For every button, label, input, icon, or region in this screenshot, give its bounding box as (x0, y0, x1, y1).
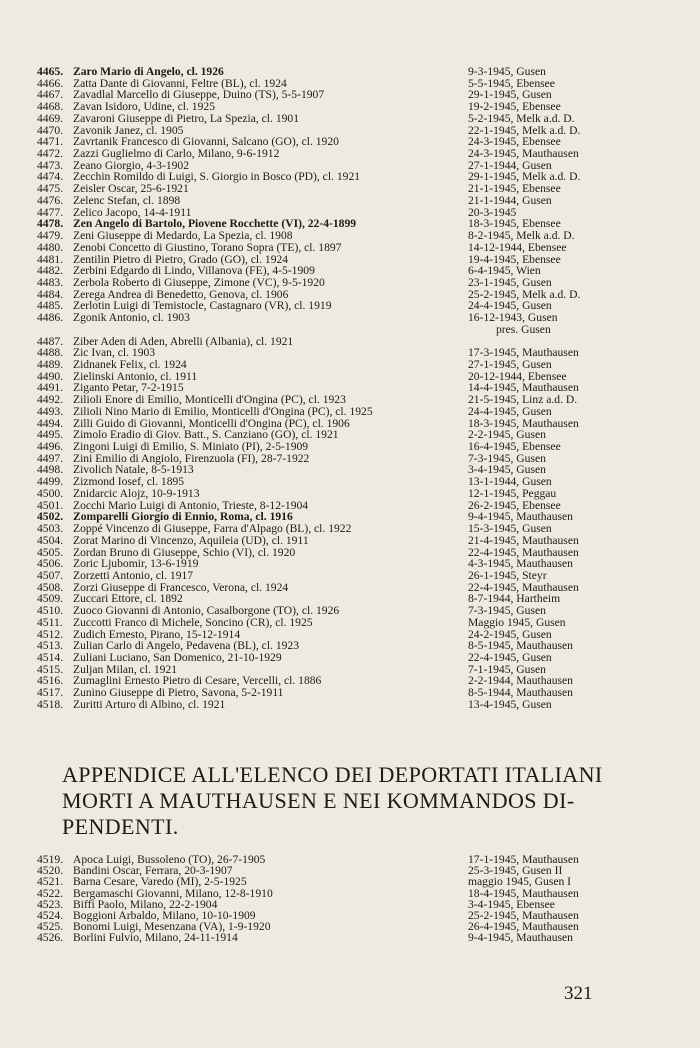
entry-death-date-place: 14-4-1945, Mauthausen (468, 381, 579, 395)
entry-death-date-place: 20-3-1945 (468, 205, 517, 219)
appendix-title-line: APPENDICE ALL'ELENCO DEI DEPORTATI ITALIANI (62, 762, 603, 787)
entry-death-date-place: 22-4-1945, Gusen (468, 651, 552, 664)
appendix-title (62, 762, 672, 840)
entry-death-date-place: 26-2-1945, Ebensee (468, 498, 561, 512)
entry-death-date-place: 22-1-1945, Melk a.d. D. (468, 123, 581, 137)
entry-name: Zordan Bruno di Giuseppe, Schio (VI), cl. 1920 (73, 545, 296, 559)
entry-name: Zavaroni Giuseppe di Pietro, La Spezia, cl. 1901 (73, 111, 300, 125)
entry-death-date-place: 29-1-1945, Gusen (468, 88, 552, 102)
entry-number: 4523. (37, 897, 64, 911)
entry-number: 4511. (37, 615, 63, 629)
entry-death-date-place: 13-1-1944, Gusen (468, 475, 552, 489)
entry-death-date-place: 19-4-1945, Ebensee (468, 252, 561, 266)
entry-number: 4475. (37, 182, 64, 196)
entry-name: Bergamaschi Giovanni, Milano, 12-8-1910 (73, 886, 273, 900)
entry-name: Zeisler Oscar, 25-6-1921 (73, 182, 189, 196)
entry-name: Zatta Dante di Giovanni, Feltre (BL), cl. 1924 (73, 76, 287, 90)
entry-name: Zulian Carlo di Angelo, Pedavena (BL), cl. 1923 (73, 639, 300, 653)
entry-number: 4517. (37, 686, 64, 700)
entry-name: Zidnanek Felix, cl. 1924 (73, 358, 187, 371)
entry-name: Barna Cesare, Varedo (MI), 2-5-1925 (73, 875, 247, 889)
entry-number: 4493. (37, 404, 64, 418)
entry-number: 4489. (37, 358, 64, 371)
entry-number: 4476. (37, 193, 64, 207)
entry-death-date-place: 21-1-1945, Ebensee (468, 182, 561, 196)
entry-death-date-place: 4-3-1945, Mauthausen (468, 557, 573, 571)
entry-death-date-place: 9-4-1945, Mauthausen (468, 510, 573, 524)
entry-number: 4467. (37, 88, 64, 102)
entry-name: Zic Ivan, cl. 1903 (73, 346, 156, 360)
list-entry (0, 698, 700, 711)
entry-number: 4495. (37, 428, 64, 442)
entry-number: 4503. (37, 522, 64, 536)
page-number: 321 (564, 983, 593, 1004)
appendix-title-line: MORTI A MAUTHAUSEN E NEI KOMMANDOS DI- (62, 788, 575, 813)
entry-death-date-place: 7-1-1945, Gusen (468, 662, 546, 676)
entry-number: 4501. (37, 498, 64, 512)
entry-death-date-place: 26-1-1945, Steyr (468, 568, 547, 582)
entry-name: Zerbini Edgardo di Lindo, Villanova (FE), 4-5-1909 (73, 264, 315, 278)
entry-death-date-place: 8-7-1944, Hartheim (468, 592, 561, 606)
entry-number: 4521. (37, 875, 64, 889)
entry-name: Boggioni Arbaldo, Milano, 10-10-1909 (73, 909, 256, 922)
entry-death-date-place: 27-1-1944, Gusen (468, 158, 552, 172)
entry-death-date-place: 3-4-1945, Ebensee (468, 897, 555, 911)
entry-death-date-place: Maggio 1945, Gusen (468, 615, 566, 629)
entry-death-date-place: 9-3-1945, Gusen (468, 65, 546, 78)
entry-death-date-place: 12-1-1945, Peggau (468, 486, 557, 500)
entry-name: Zomparelli Giorgio di Ennio, Roma, cl. 1916 (73, 510, 293, 524)
entry-number: 4522. (37, 886, 64, 900)
entry-name: Znidarcic Alojz, 10-9-1913 (73, 486, 200, 500)
entry-death-date-place: pres. Gusen (496, 322, 551, 336)
entry-death-date-place: 7-3-1945, Gusen (468, 451, 546, 465)
entry-death-date-place: 16-4-1945, Ebensee (468, 440, 561, 454)
entry-death-date-place: 24-4-1945, Gusen (468, 404, 552, 418)
entry-death-date-place: 21-1-1944, Gusen (468, 193, 552, 207)
entry-number: 4480. (37, 240, 64, 254)
entry-death-date-place: 18-3-1945, Ebensee (468, 217, 561, 231)
entry-number: 4473. (37, 158, 64, 172)
entry-name: Zorat Marino di Vincenzo, Aquileia (UD), cl. 1911 (73, 533, 309, 547)
entry-death-date-place: 29-1-1945, Melk a.d. D. (468, 170, 581, 184)
entry-number: 4474. (37, 170, 64, 184)
entry-number: 4509. (37, 592, 64, 606)
entry-number: 4483. (37, 275, 64, 289)
entry-death-date-place: 25-3-1945, Gusen II (468, 864, 563, 878)
entry-number: 4484. (37, 287, 64, 301)
entry-name: Biffi Paolo, Milano, 22-2-1904 (73, 897, 218, 911)
entry-death-date-place: 22-4-1945, Mauthausen (468, 580, 579, 594)
entry-name: Bonomi Luigi, Mesenzana (VA), 1-9-1920 (73, 920, 271, 934)
entry-number: 4504. (37, 533, 64, 547)
entry-number: 4524. (37, 909, 64, 922)
entry-name: Zazzi Guglielmo di Carlo, Milano, 9-6-1912 (73, 147, 280, 161)
appendix-title-line: PENDENTI. (62, 814, 179, 839)
entry-death-date-place: 8-5-1945, Mauthausen (468, 639, 573, 653)
entry-name: Zelico Jacopo, 14-4-1911 (73, 205, 192, 219)
entry-number: 4477. (37, 205, 64, 219)
entry-death-date-place: 18-3-1945, Mauthausen (468, 416, 579, 430)
entry-death-date-place: 27-1-1945, Gusen (468, 358, 552, 371)
entry-number: 4516. (37, 674, 64, 688)
entry-name: Zuritti Arturo di Albino, cl. 1921 (73, 697, 226, 711)
entry-name: Zelenc Stefan, cl. 1898 (73, 193, 181, 207)
entry-name: Zilli Guido di Giovanni, Monticelli d'Ongina (PC), cl. 1906 (73, 416, 350, 430)
entry-number: 4508. (37, 580, 64, 594)
entry-number: 4466. (37, 76, 64, 90)
entry-number: 4525. (37, 920, 64, 934)
entry-number: 4507. (37, 568, 64, 582)
entry-number: 4487. (37, 334, 64, 348)
entry-death-date-place: 13-4-1945, Gusen (468, 697, 552, 711)
list-entry (0, 931, 700, 944)
entry-death-date-place: 26-4-1945, Mauthausen (468, 920, 579, 934)
entry-name: Zeano Giorgio, 4-3-1902 (73, 158, 190, 172)
entry-number: 4526. (37, 931, 64, 945)
entry-death-date-place: 23-1-1945, Gusen (468, 275, 552, 289)
entry-death-date-place: 19-2-1945, Ebensee (468, 100, 561, 114)
entry-death-date-place: 17-3-1945, Mauthausen (468, 346, 579, 360)
entry-death-date-place: 5-5-1945, Ebensee (468, 76, 555, 90)
entry-number: 4494. (37, 416, 64, 430)
entry-death-date-place: 24-3-1945, Ebensee (468, 135, 561, 149)
entry-name: Zilioli Nino Mario di Emilio, Monticelli d'Ongina (PC), cl. 1925 (73, 404, 373, 418)
entry-number: 4491. (37, 381, 64, 395)
entry-number: 4500. (37, 486, 64, 500)
entry-name: Ziganto Petar, 7-2-1915 (73, 381, 184, 395)
entry-name: Zuljan Milan, cl. 1921 (73, 662, 178, 676)
entry-number: 4490. (37, 369, 64, 383)
entry-name: Zini Emilio di Angiolo, Firenzuola (FI), 28-7-1922 (73, 451, 310, 465)
entry-name: Zenobi Concetto di Giustino, Torano Sopra (TE), cl. 1897 (73, 240, 342, 254)
entry-death-date-place: 3-4-1945, Gusen (468, 463, 546, 477)
entry-death-date-place: 22-4-1945, Mauthausen (468, 545, 579, 559)
entry-number: 4505. (37, 545, 64, 559)
entry-name: Zecchin Romildo di Luigi, S. Giorgio in Bosco (PD), cl. 1921 (73, 170, 361, 184)
entry-number: 4488. (37, 346, 64, 360)
entry-name: Zavadlal Marcello di Giuseppe, Duino (TS), 5-5-1907 (73, 88, 325, 102)
entry-death-date-place: 25-2-1945, Melk a.d. D. (468, 287, 581, 301)
entry-name: Zilioli Enore di Emilio, Monticelli d'Ongina (PC), cl. 1923 (73, 393, 346, 407)
entry-number: 4470. (37, 123, 64, 137)
entry-name: Zimolo Eradio di Giov. Batt., S. Canziano (GO), cl. 1921 (73, 428, 339, 442)
entry-number: 4481. (37, 252, 64, 266)
entry-name: Zingoni Luigi di Emilio, S. Miniato (PI), 2-5-1909 (73, 440, 309, 454)
entry-name: Borlini Fulvio, Milano, 24-11-1914 (73, 931, 238, 945)
entry-death-date-place: 5-2-1945, Melk a.d. D. (468, 111, 575, 125)
entry-name: Zavan Isidoro, Udine, cl. 1925 (73, 100, 215, 114)
entry-death-date-place: 2-2-1944, Mauthausen (468, 674, 573, 688)
entry-name: Zocchi Mario Luigi di Antonio, Trieste, 8-12-1904 (73, 498, 309, 512)
entry-number: 4497. (37, 451, 64, 465)
entry-death-date-place: 18-4-1945, Mauthausen (468, 886, 579, 900)
entry-name: Zumaglini Ernesto Pietro di Cesare, Vercelli, cl. 1886 (73, 674, 322, 688)
entry-death-date-place: 24-3-1945, Mauthausen (468, 147, 579, 161)
entry-death-date-place: 7-3-1945, Gusen (468, 604, 546, 618)
entry-name: Zavonik Janez, cl. 1905 (73, 123, 184, 137)
entry-number: 4502. (37, 510, 64, 524)
entry-name: Zoppé Vincenzo di Giuseppe, Farra d'Alpago (BL), cl. 1922 (73, 522, 352, 536)
entry-name: Zorzetti Antonio, cl. 1917 (73, 568, 194, 582)
entry-number: 4513. (37, 639, 64, 653)
entry-name: Zoric Ljubomir, 13-6-1919 (73, 557, 199, 571)
entry-death-date-place: 9-4-1945, Mauthausen (468, 931, 573, 945)
entry-death-date-place: 24-4-1945, Gusen (468, 299, 552, 313)
entry-death-date-place: 21-5-1945, Linz a.d. D. (468, 393, 578, 407)
entry-death-date-place: 14-12-1944, Ebensee (468, 240, 567, 254)
entry-name: Zudich Ernesto, Pirano, 15-12-1914 (73, 627, 241, 641)
entry-number: 4486. (37, 311, 64, 325)
entry-number: 4514. (37, 651, 64, 664)
entry-name: Zerega Andrea di Benedetto, Genova, cl. 1906 (73, 287, 289, 301)
entry-death-date-place: maggio 1945, Gusen I (468, 875, 572, 889)
entry-death-date-place: 2-2-1945, Gusen (468, 428, 546, 442)
entry-death-date-place: 15-3-1945, Gusen (468, 522, 552, 536)
entry-name: Zerbola Roberto di Giuseppe, Zimone (VC), 9-5-1920 (73, 275, 325, 289)
entry-name: Zerlotin Luigi di Temistocle, Castagnaro (VR), cl. 1919 (73, 299, 332, 313)
entry-death-date-place: 16-12-1943, Gusen (468, 311, 558, 325)
entry-number: 4471. (37, 135, 64, 149)
entry-death-date-place: 20-12-1944, Ebensee (468, 369, 567, 383)
entry-name: Zunino Giuseppe di Pietro, Savona, 5-2-1911 (73, 686, 284, 700)
entry-number: 4479. (37, 229, 64, 243)
entry-name: Ziber Aden di Aden, Abrelli (Albania), cl. 1921 (73, 334, 294, 348)
entry-number: 4469. (37, 111, 64, 125)
entry-name: Zgonik Antonio, cl. 1903 (73, 311, 190, 325)
entry-number: 4472. (37, 147, 64, 161)
entry-name: Zuccotti Franco di Michele, Soncino (CR), cl. 1925 (73, 615, 313, 629)
entry-number: 4478. (37, 217, 64, 231)
entry-number: 4496. (37, 440, 64, 454)
entry-death-date-place: 17-1-1945, Mauthausen (468, 853, 579, 866)
entry-number: 4498. (37, 463, 64, 477)
entry-death-date-place: 21-4-1945, Mauthausen (468, 533, 579, 547)
entry-number: 4482. (37, 264, 64, 278)
entry-name: Zen Angelo di Bartolo, Piovene Rocchette (VI), 22-4-1899 (73, 217, 357, 231)
entry-name: Zorzi Giuseppe di Francesco, Verona, cl. 1924 (73, 580, 289, 594)
entry-name: Zivolich Natale, 8-5-1913 (73, 463, 194, 477)
entry-number: 4485. (37, 299, 64, 313)
entry-number: 4499. (37, 475, 64, 489)
entry-death-date-place: 25-2-1945, Mauthausen (468, 909, 579, 922)
entry-death-date-place: 8-2-1945, Melk a.d. D. (468, 229, 575, 243)
entry-name: Zuccari Ettore, cl. 1892 (73, 592, 183, 606)
entry-number: 4519. (37, 853, 64, 866)
entry-number: 4510. (37, 604, 64, 618)
entry-number: 4518. (37, 697, 64, 711)
entry-name: Zielinski Antonio, cl. 1911 (73, 369, 198, 383)
entry-number: 4468. (37, 100, 64, 114)
entry-name: Apoca Luigi, Bussoleno (TO), 26-7-1905 (73, 853, 266, 866)
entry-name: Zentilin Pietro di Pietro, Grado (GO), cl. 1924 (73, 252, 289, 266)
entry-name: Zeni Giuseppe di Medardo, La Spezia, cl. 1908 (73, 229, 293, 243)
entry-name: Zuoco Giovanni di Antonio, Casalborgone (TO), cl. 1926 (73, 604, 340, 618)
entry-number: 4506. (37, 557, 64, 571)
entry-name: Zuliani Luciano, San Domenico, 21-10-1929 (73, 651, 282, 664)
entry-death-date-place: 8-5-1944, Mauthausen (468, 686, 573, 700)
entry-death-date-place: 6-4-1945, Wien (468, 264, 541, 278)
entry-name: Zizmond Iosef, cl. 1895 (73, 475, 185, 489)
entry-name: Bandini Oscar, Ferrara, 20-3-1907 (73, 864, 233, 878)
entry-number: 4515. (37, 662, 64, 676)
entry-number: 4465. (37, 65, 64, 78)
entry-number: 4512. (37, 627, 64, 641)
entry-death-date-place: 24-2-1945, Gusen (468, 627, 552, 641)
entry-number: 4520. (37, 864, 64, 878)
entry-name: Zaro Mario di Angelo, cl. 1926 (73, 65, 224, 78)
entry-number: 4492. (37, 393, 64, 407)
entry-name: Zavrtanik Francesco di Giovanni, Salcano (GO), cl. 1920 (73, 135, 339, 149)
